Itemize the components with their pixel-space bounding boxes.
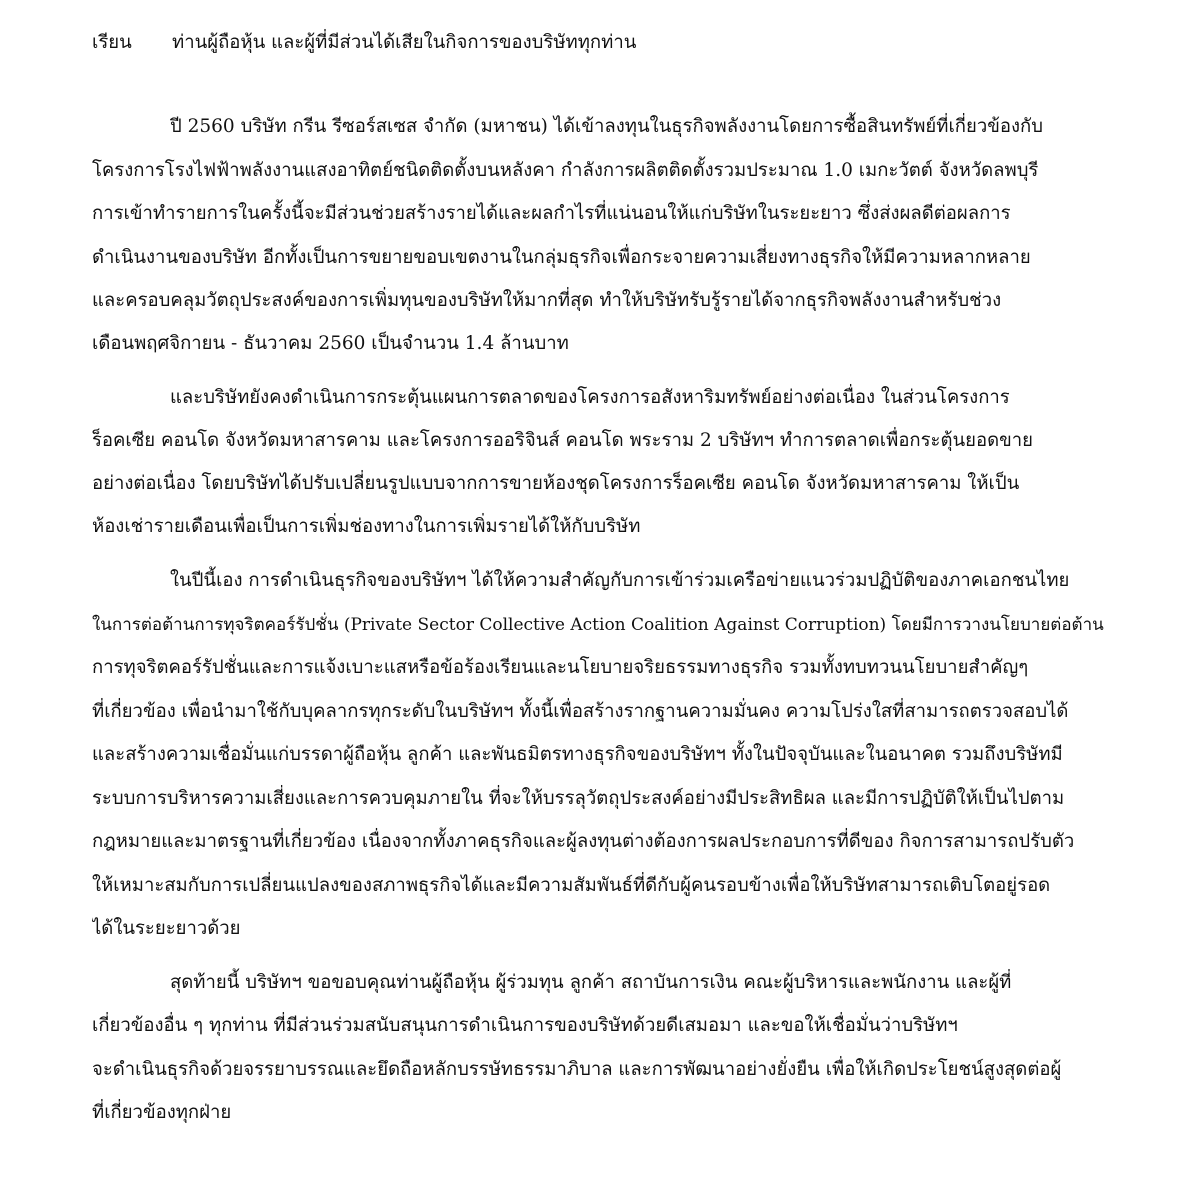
paragraph-line: สุดท้ายนี้ บริษัทฯ ขอขอบคุณท่านผู้ถือหุ้น ผู้ร่วมทุน ลูกค้า สถาบันการเงิน คณะผู้บริหารและพนักงาน และผู้ที่ bbox=[170, 972, 1012, 993]
paragraph-line: ที่เกี่ยวข้องทุกฝ่าย bbox=[92, 1102, 232, 1123]
paragraph-line: โครงการโรงไฟฟ้าพลังงานแสงอาทิตย์ชนิดติดตั้งบนหลังคา กำลังการผลิตติดตั้งรวมประมาณ 1.0 เมกะวัตต์ จังหวัดลพบุรี bbox=[92, 160, 1039, 181]
paragraph-line: และครอบคลุมวัตถุประสงค์ของการเพิ่มทุนของบริษัทให้มากที่สุด ทำให้บริษัทรับรู้รายได้จากธุรกิจพลังงานสำหรับช่วง bbox=[92, 290, 1002, 311]
paragraph-line: ได้ในระยะยาวด้วย bbox=[92, 918, 241, 939]
paragraph-line: ร็อคเซีย คอนโด จังหวัดมหาสารคาม และโครงการออริจินส์ คอนโด พระราม 2 บริษัทฯ ทำการตลาดเพื่อกระตุ้นยอดขาย bbox=[92, 430, 1033, 451]
paragraph-line: ที่เกี่ยวข้อง เพื่อนำมาใช้กับบุคลากรทุกระดับในบริษัทฯ ทั้งนี้เพื่อสร้างรากฐานความมั่นคง ความโปร่งใสที่สามารถตรวจสอบได้ bbox=[92, 701, 1069, 722]
paragraph-line: เดือนพฤศจิกายน - ธันวาคม 2560 เป็นจำนวน 1.4 ล้านบาท bbox=[92, 333, 569, 354]
paragraph-line: การเข้าทำรายการในครั้งนี้จะมีส่วนช่วยสร้างรายได้และผลกำไรที่แน่นอนให้แก่บริษัทในระยะยาว ซึ่งส่งผลดีต่อผลการ bbox=[92, 203, 1011, 224]
paragraph-line: เกี่ยวข้องอื่น ๆ ทุกท่าน ที่มีส่วนร่วมสนับสนุนการดำเนินการของบริษัทด้วยดีเสมอมา และขอให้เชื่อมั่นว่าบริษัทฯ bbox=[92, 1015, 958, 1036]
paragraph-line: และบริษัทยังคงดำเนินการกระตุ้นแผนการตลาดของโครงการอสังหาริมทรัพย์อย่างต่อเนื่อง ในส่วนโครงการ bbox=[170, 387, 1010, 408]
paragraph-line: และสร้างความเชื่อมั่นแก่บรรดาผู้ถือหุ้น ลูกค้า และพันธมิตรทางธุรกิจของบริษัทฯ ทั้งในปัจจุบันและในอนาคต รวมถึงบริษัทมี bbox=[92, 744, 1063, 765]
paragraph-line: ปี 2560 บริษัท กรีน รีซอร์สเซส จำกัด (มหาชน) ได้เข้าลงทุนในธุรกิจพลังงานโดยการซื้อสินทรัพย์ที่เกี่ยวข้องกับ bbox=[170, 116, 1043, 137]
paragraph-line: ในปีนี้เอง การดำเนินธุรกิจของบริษัทฯ ได้ให้ความสำคัญกับการเข้าร่วมเครือข่ายแนวร่วมปฏิบัติของภาคเอกชนไทย bbox=[170, 570, 1070, 591]
paragraph-line: ห้องเช่ารายเดือนเพื่อเป็นการเพิ่มช่องทางในการเพิ่มรายได้ให้กับบริษัท bbox=[92, 516, 641, 537]
paragraph-line: ดำเนินงานของบริษัท อีกทั้งเป็นการขยายขอบเขตงานในกลุ่มธุรกิจเพื่อกระจายความเสี่ยงทางธุรกิจให้มีความหลากหลาย bbox=[92, 247, 1031, 268]
paragraph-line: จะดำเนินธุรกิจด้วยจรรยาบรรณและยึดถือหลักบรรษัทธรรมาภิบาล และการพัฒนาอย่างยั่งยืน เพื่อให้เกิดประโยชน์สูงสุดต่อผู้ bbox=[92, 1059, 1062, 1080]
paragraph-line: ระบบการบริหารความเสี่ยงและการควบคุมภายใน ที่จะให้บรรลุวัตถุประสงค์อย่างมีประสิทธิผล และมีการปฏิบัติให้เป็นไปตาม bbox=[92, 788, 1065, 809]
salutation-text: ท่านผู้ถือหุ้น และผู้ที่มีส่วนได้เสียในกิจการของบริษัททุกท่าน bbox=[172, 32, 637, 53]
paragraph-line: กฎหมายและมาตรฐานที่เกี่ยวข้อง เนื่องจากทั้งภาคธุรกิจและผู้ลงทุนต่างต้องการผลประกอบการที่ดีของ กิจการสามารถปรับตัว bbox=[92, 831, 1075, 852]
salutation-label: เรียน bbox=[92, 32, 132, 53]
paragraph-line: ในการต่อต้านการทุจริตคอร์รัปชั่น (Private Sector Collective Action Coalition Against Corruption) โดยมีการวางนโยบายต่อต้าน bbox=[92, 615, 1104, 635]
paragraph-line: อย่างต่อเนื่อง โดยบริษัทได้ปรับเปลี่ยนรูปแบบจากการขายห้องชุดโครงการร็อคเซีย คอนโด จังหวัดมหาสารคาม ให้เป็น bbox=[92, 473, 1020, 494]
paragraph-line: ให้เหมาะสมกับการเปลี่ยนแปลงของสภาพธุรกิจได้และมีความสัมพันธ์ที่ดีกับผู้คนรอบข้างเพื่อให้บริษัทสามารถเติบโตอยู่รอด bbox=[92, 875, 1051, 896]
paragraph-line: การทุจริตคอร์รัปชั่นและการแจ้งเบาะแสหรือข้อร้องเรียนและนโยบายจริยธรรมทางธุรกิจ รวมทั้งทบทวนนโยบายสำคัญๆ bbox=[92, 657, 1029, 678]
